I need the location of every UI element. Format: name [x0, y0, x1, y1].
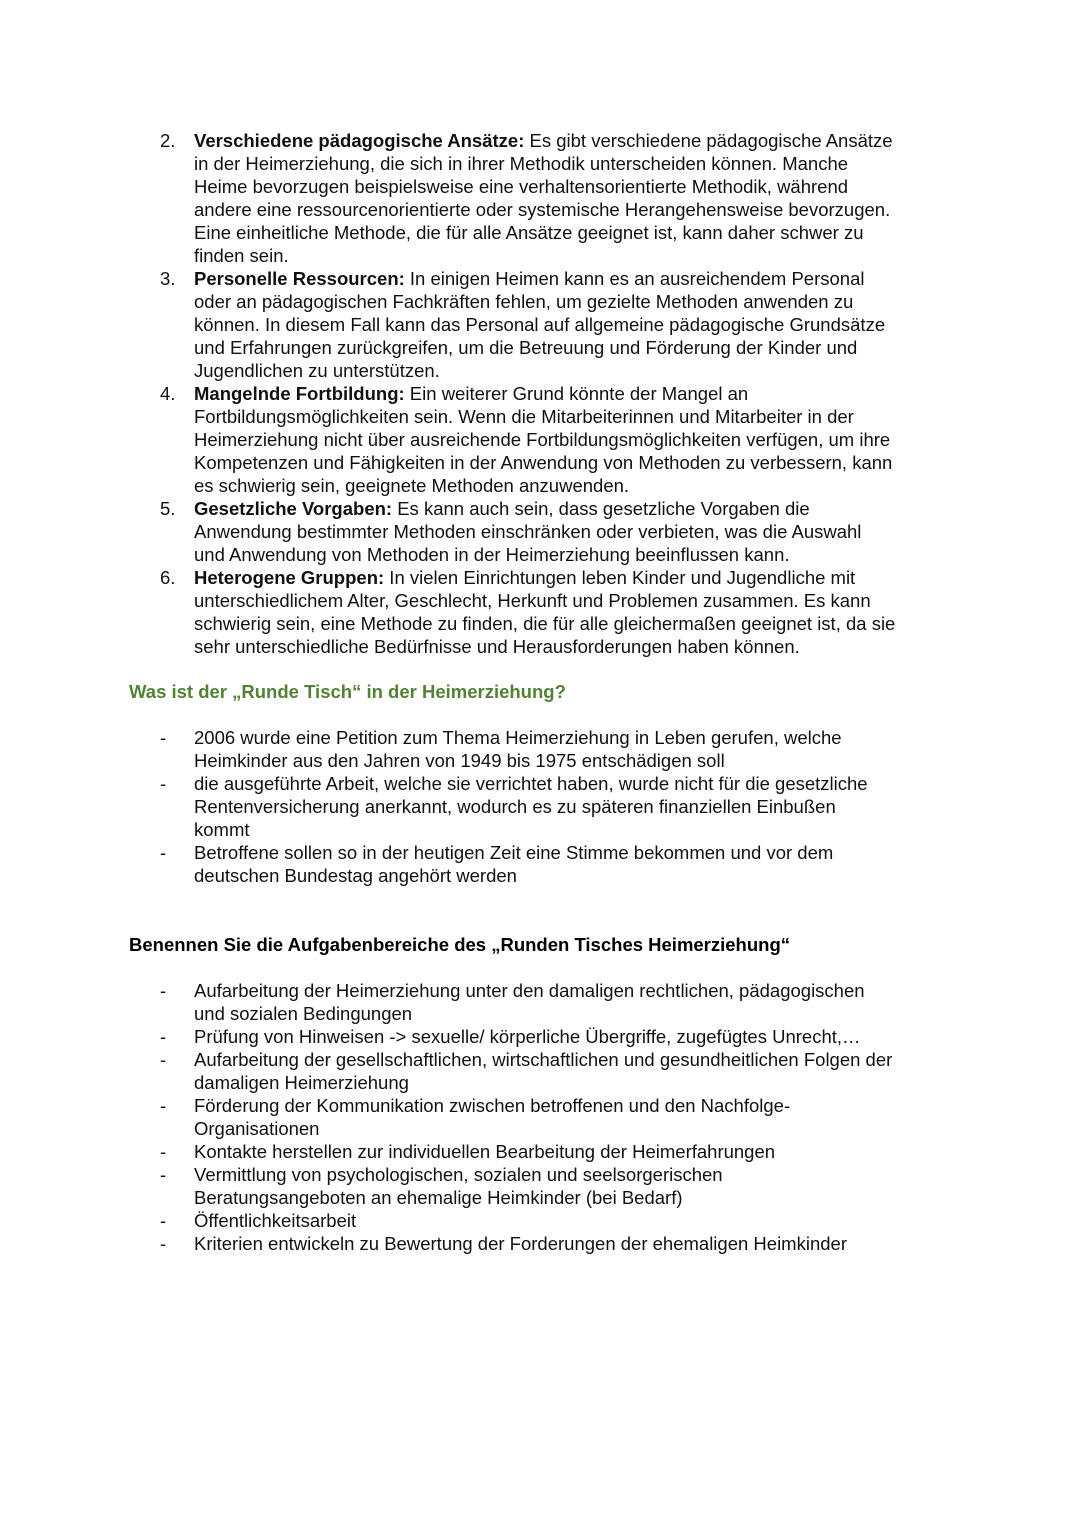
- bullet-dash: -: [160, 1164, 167, 1185]
- item-text: schwierig sein, eine Methode zu finden, die für alle gleichermaßen geeignet ist, da sie: [194, 613, 896, 634]
- item-number: 3.: [160, 268, 176, 289]
- item-line: [194, 474, 1080, 497]
- bullet-dash: -: [160, 727, 167, 748]
- item-line: [194, 635, 1080, 658]
- bullet-dash: -: [160, 1095, 167, 1116]
- item-line: Prüfung von Hinweisen -> sexuelle/ körperliche Übergriffe, zugefügtes Unrecht,…: [194, 1026, 861, 1047]
- item-line: [194, 589, 1080, 612]
- section-heading-aufgabenbereiche: Benennen Sie die Aufgabenbereiche des „Runden Tisches Heimerziehung“: [129, 934, 791, 955]
- numbered-list: [0, 129, 1080, 658]
- item-line: [194, 267, 1080, 290]
- item-line: [194, 543, 1080, 566]
- item-line: Aufarbeitung der Heimerziehung unter den damaligen rechtlichen, pädagogischen: [194, 980, 865, 1001]
- item-line: Betroffene sollen so in der heutigen Zeit eine Stimme bekommen und vor dem: [194, 842, 834, 863]
- item-line: [194, 428, 1080, 451]
- item-line: [194, 566, 1080, 589]
- list-item: [0, 726, 1080, 772]
- item-line: 2006 wurde eine Petition zum Thema Heimerziehung in Leben gerufen, welche: [194, 727, 842, 748]
- item-line: Öffentlichkeitsarbeit: [194, 1210, 357, 1231]
- item-line: [194, 221, 1080, 244]
- item-text: Eine einheitliche Methode, die für alle Ansätze geeignet ist, kann daher schwer zu: [194, 222, 864, 243]
- item-line: Rentenversicherung anerkannt, wodurch es zu späteren finanziellen Einbußen: [194, 796, 836, 817]
- list-item: [0, 1025, 1080, 1048]
- item-text: Es gibt verschiedene pädagogische Ansätze: [524, 130, 893, 151]
- item-line: [194, 405, 1080, 428]
- item-text: können. In diesem Fall kann das Personal auf allgemeine pädagogische Grundsätze: [194, 314, 886, 335]
- item-line: Organisationen: [194, 1118, 320, 1139]
- item-title: Mangelnde Fortbildung:: [194, 383, 405, 404]
- list-item: [0, 1094, 1080, 1140]
- item-title: Gesetzliche Vorgaben:: [194, 498, 393, 519]
- item-line: [194, 290, 1080, 313]
- item-text: Jugendlichen zu unterstützen.: [194, 360, 440, 381]
- item-line: [194, 175, 1080, 198]
- item-text: es schwierig sein, geeignete Methoden anzuwenden.: [194, 475, 630, 496]
- item-title: Verschiedene pädagogische Ansätze:: [194, 130, 525, 151]
- item-line: Vermittlung von psychologischen, sozialen und seelsorgerischen: [194, 1164, 723, 1185]
- list-item: [0, 1232, 1080, 1255]
- item-line: deutschen Bundestag angehört werden: [194, 865, 517, 886]
- item-text: oder an pädagogischen Fachkräften fehlen, um gezielte Methoden anwenden zu: [194, 291, 854, 312]
- item-line: [194, 129, 1080, 152]
- item-line: Heimkinder aus den Jahren von 1949 bis 1975 entschädigen soll: [194, 750, 725, 771]
- item-text: unterschiedlichem Alter, Geschlecht, Herkunft und Problemen zusammen. Es kann: [194, 590, 871, 611]
- item-line: Kontakte herstellen zur individuellen Bearbeitung der Heimerfahrungen: [194, 1141, 776, 1162]
- item-line: kommt: [194, 819, 250, 840]
- item-line: Kriterien entwickeln zu Bewertung der Forderungen der ehemaligen Heimkinder: [194, 1233, 847, 1254]
- item-line: [194, 313, 1080, 336]
- list-item: [0, 1140, 1080, 1163]
- item-line: [194, 382, 1080, 405]
- list-item: [0, 1209, 1080, 1232]
- item-text: Ein weiterer Grund könnte der Mangel an: [404, 383, 749, 404]
- bullet-dash: -: [160, 1233, 167, 1254]
- item-line: [194, 520, 1080, 543]
- bullet-dash: -: [160, 980, 167, 1001]
- list-item: [0, 772, 1080, 841]
- numbered-item: [0, 566, 1080, 658]
- item-number: 5.: [160, 498, 176, 519]
- item-line: die ausgeführte Arbeit, welche sie verrichtet haben, wurde nicht für die gesetzliche: [194, 773, 868, 794]
- numbered-item: [0, 267, 1080, 382]
- item-text: Anwendung bestimmter Methoden einschränken oder verbieten, was die Auswahl: [194, 521, 862, 542]
- item-text: Es kann auch sein, dass gesetzliche Vorgaben die: [392, 498, 810, 519]
- list-item: [0, 841, 1080, 887]
- item-line: [194, 497, 1080, 520]
- item-line: [194, 336, 1080, 359]
- item-number: 4.: [160, 383, 176, 404]
- bullet-dash: -: [160, 1026, 167, 1047]
- bullet-dash: -: [160, 842, 167, 863]
- item-line: Förderung der Kommunikation zwischen betroffenen und den Nachfolge-: [194, 1095, 791, 1116]
- item-line: [194, 451, 1080, 474]
- item-text: Heime bevorzugen beispielsweise eine verhaltensorientierte Methodik, während: [194, 176, 849, 197]
- item-line: [194, 612, 1080, 635]
- item-title: Personelle Ressourcen:: [194, 268, 405, 289]
- bullet-list-aufgabenbereiche: [0, 979, 1080, 1255]
- section-heading-runder-tisch: Was ist der „Runde Tisch“ in der Heimerziehung?: [129, 681, 566, 702]
- item-line: [194, 152, 1080, 175]
- item-number: 6.: [160, 567, 176, 588]
- numbered-item: [0, 497, 1080, 566]
- item-line: damaligen Heimerziehung: [194, 1072, 409, 1093]
- item-line: Beratungsangeboten an ehemalige Heimkinder (bei Bedarf): [194, 1187, 683, 1208]
- item-text: Kompetenzen und Fähigkeiten in der Anwendung von Methoden zu verbessern, kann: [194, 452, 893, 473]
- item-text: Fortbildungsmöglichkeiten sein. Wenn die Mitarbeiterinnen und Mitarbeiter in der: [194, 406, 854, 427]
- item-text: In einigen Heimen kann es an ausreichendem Personal: [404, 268, 865, 289]
- item-text: In vielen Einrichtungen leben Kinder und Jugendliche mit: [384, 567, 856, 588]
- numbered-item: [0, 129, 1080, 267]
- item-line: [194, 244, 1080, 267]
- item-title: Heterogene Gruppen:: [194, 567, 385, 588]
- item-text: in der Heimerziehung, die sich in ihrer Methodik unterscheiden können. Manche: [194, 153, 849, 174]
- item-number: 2.: [160, 130, 176, 151]
- list-item: [0, 1048, 1080, 1094]
- bullet-dash: -: [160, 1141, 167, 1162]
- item-text: Heimerziehung nicht über ausreichende Fortbildungsmöglichkeiten verfügen, um ihre: [194, 429, 891, 450]
- item-text: finden sein.: [194, 245, 289, 266]
- item-text: und Anwendung von Methoden in der Heimerziehung beeinflussen kann.: [194, 544, 790, 565]
- item-text: sehr unterschiedliche Bedürfnisse und Herausforderungen haben können.: [194, 636, 800, 657]
- item-text: und Erfahrungen zurückgreifen, um die Betreuung und Förderung der Kinder und: [194, 337, 858, 358]
- bullet-list-runder-tisch: [0, 726, 1080, 887]
- list-item: [0, 1163, 1080, 1209]
- bullet-dash: -: [160, 773, 167, 794]
- list-item: [0, 979, 1080, 1025]
- item-line: Aufarbeitung der gesellschaftlichen, wirtschaftlichen und gesundheitlichen Folgen der: [194, 1049, 893, 1070]
- numbered-item: [0, 382, 1080, 497]
- item-line: und sozialen Bedingungen: [194, 1003, 413, 1024]
- bullet-dash: -: [160, 1049, 167, 1070]
- item-text: andere eine ressourcenorientierte oder systemische Herangehensweise bevorzugen.: [194, 199, 891, 220]
- item-line: [194, 198, 1080, 221]
- item-line: [194, 359, 1080, 382]
- bullet-dash: -: [160, 1210, 167, 1231]
